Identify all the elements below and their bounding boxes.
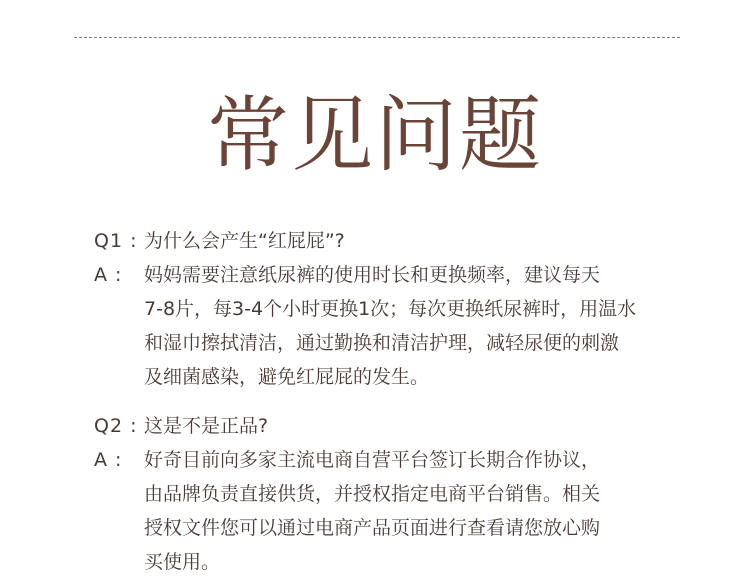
question-text: 这是不是正品? <box>144 415 269 437</box>
faq-item-1 <box>94 224 694 394</box>
answer-tag: A : <box>94 449 123 471</box>
answer-line: 7-8片，每3-4个小时更换1次；每次更换纸尿裤时，用温水 <box>144 298 637 320</box>
answer-line: 由品牌负责直接供货，并授权指定电商平台销售。相关 <box>144 483 601 505</box>
question-row <box>94 409 694 443</box>
answer-row <box>94 258 694 394</box>
answer-line: 和湿巾擦拭清洁，通过勤换和清洁护理，减轻尿便的刺激 <box>144 332 620 354</box>
dashed-divider <box>74 37 680 38</box>
answer-text <box>144 258 694 394</box>
question-text: 为什么会产生“红屁屁”? <box>144 230 345 252</box>
answer-tag: A : <box>94 264 123 286</box>
answer-line: 妈妈需要注意纸尿裤的使用时长和更换频率，建议每天 <box>144 264 601 286</box>
question-tag: Q1 : <box>94 230 138 252</box>
answer-text <box>144 443 694 579</box>
question-tag: Q2 : <box>94 415 138 437</box>
answer-line: 及细菌感染，避免红屁屁的发生。 <box>144 366 430 388</box>
answer-line: 好奇目前向多家主流电商自营平台签订长期合作协议， <box>144 449 601 471</box>
page-title <box>0 86 750 186</box>
page-title-text: 常见问题 <box>206 88 543 183</box>
answer-line: 买使用。 <box>144 551 221 573</box>
question-row <box>94 224 694 258</box>
faq-item-2 <box>94 409 694 579</box>
answer-line: 授权文件您可以通过电商产品页面进行查看请您放心购 <box>144 517 601 539</box>
answer-row <box>94 443 694 579</box>
